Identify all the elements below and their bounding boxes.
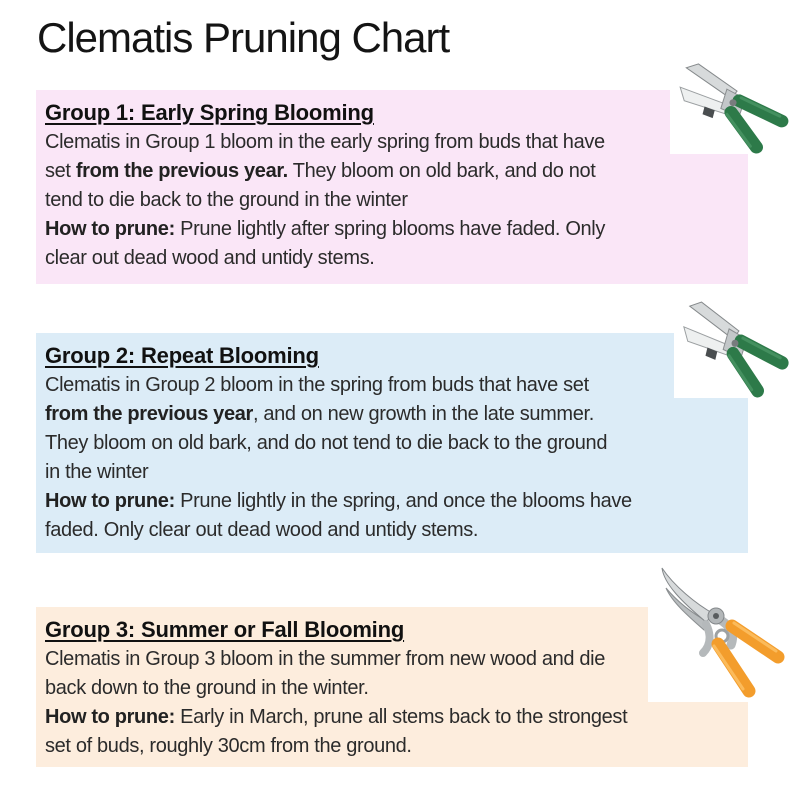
group-3-text-line: set of buds, roughly 30cm from the ground. [45, 735, 412, 757]
panel-group-3 [36, 607, 748, 767]
panel-group-1 [36, 90, 748, 284]
group-3-text-line: back down to the ground in the winter. [45, 677, 369, 699]
group-2-heading: Group 2: Repeat Blooming [45, 343, 319, 368]
group-1-text-line: clear out dead wood and untidy stems. [45, 247, 375, 269]
group-2-text-line: Clematis in Group 2 bloom in the spring from buds that have set [45, 374, 589, 396]
group-1-text-line: Clematis in Group 1 bloom in the early spring from buds that have [45, 131, 605, 153]
group-1-text-line: How to prune: Prune lightly after spring blooms have faded. Only [45, 218, 606, 240]
group-2-text-line: faded. Only clear out dead wood and untidy stems. [45, 519, 479, 541]
group-3-text-line: How to prune: Early in March, prune all stems back to the strongest [45, 706, 628, 728]
panel-group-2 [36, 333, 748, 553]
group-2-text-line: How to prune: Prune lightly in the spring, and once the blooms have [45, 490, 632, 512]
group-3-heading: Group 3: Summer or Fall Blooming [45, 617, 405, 642]
group-1-text-line: set from the previous year. They bloom on old bark, and do not [45, 160, 596, 182]
group-2-text-line: from the previous year, and on new growth in the late summer. [45, 403, 594, 425]
group-1-text-line: tend to die back to the ground in the winter [45, 189, 408, 211]
group-1-heading: Group 1: Early Spring Blooming [45, 100, 374, 125]
orange-secateurs-icon [648, 560, 796, 702]
group-2-text-line: They bloom on old bark, and do not tend to die back to the ground [45, 432, 608, 454]
green-pruning-shears-icon [674, 300, 794, 398]
group-2-text-line: in the winter [45, 461, 149, 483]
green-pruning-shears-icon [670, 62, 794, 154]
group-3-text-line: Clematis in Group 3 bloom in the summer from new wood and die [45, 648, 606, 670]
page-title: Clematis Pruning Chart [37, 14, 450, 61]
